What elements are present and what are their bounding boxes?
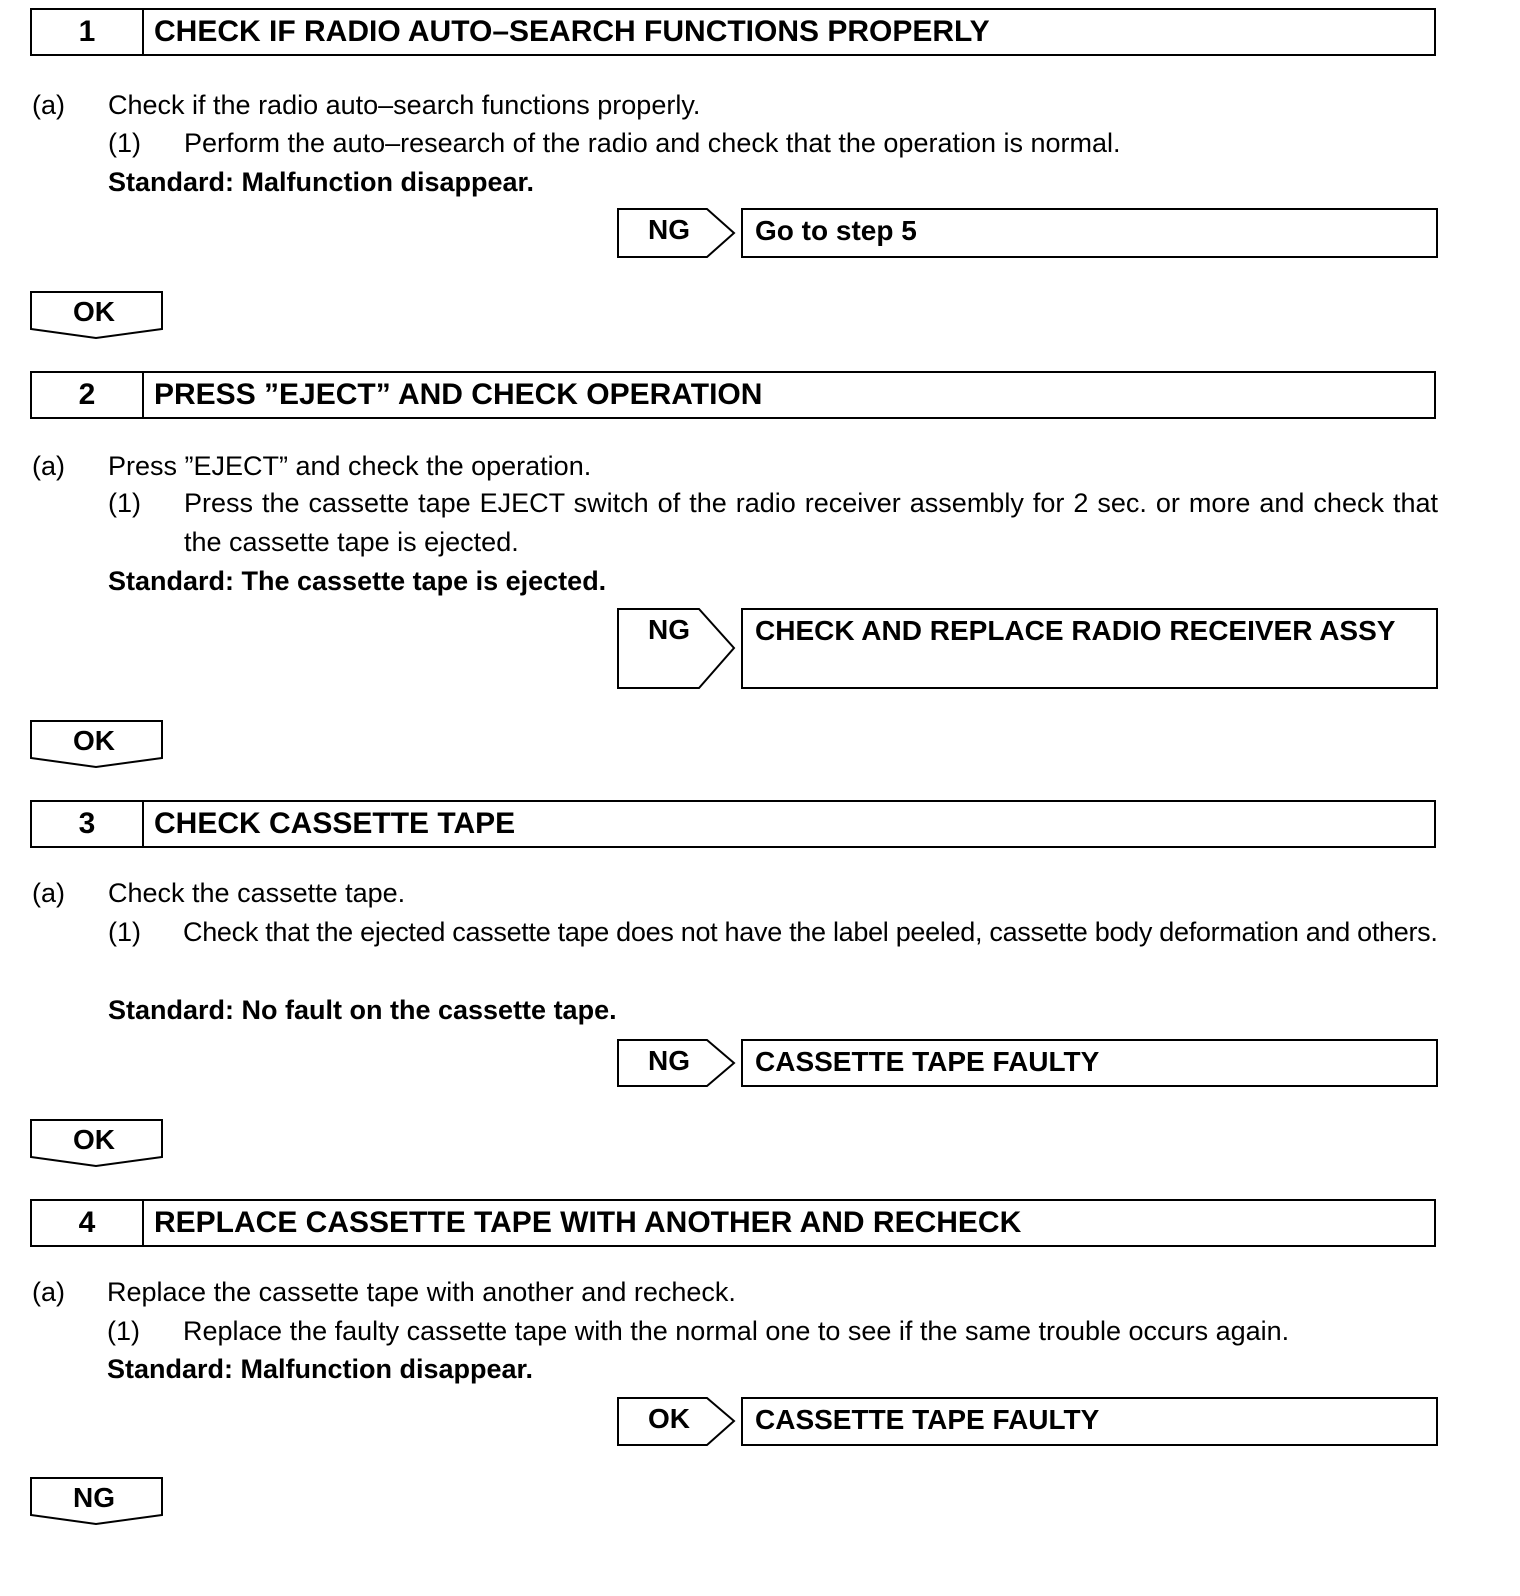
step-title: CHECK IF RADIO AUTO–SEARCH FUNCTIONS PROPERLY [154, 15, 990, 48]
branch-result: CHECK AND REPLACE RADIO RECEIVER ASSY [741, 608, 1438, 689]
item-text: Check if the radio auto–search functions properly. [108, 90, 701, 120]
next-tag [30, 720, 164, 768]
step-3-header [30, 800, 1436, 848]
branch-label: NG [648, 1045, 690, 1076]
sub-item-text: Replace the faulty cassette tape with the normal one to see if the same trouble occurs again. [183, 1316, 1290, 1346]
next-tag [30, 1119, 164, 1167]
branch-arrow [617, 1397, 737, 1446]
item-text: Replace the cassette tape with another and recheck. [107, 1277, 736, 1307]
next-label: OK [73, 296, 115, 327]
sub-item-text: Check that the ejected cassette tape does not have the label peeled, cassette body deformation and others. [183, 917, 1438, 947]
step-title: REPLACE CASSETTE TAPE WITH ANOTHER AND RECHECK [154, 1206, 1022, 1239]
sub-item-label: (1) [108, 917, 141, 947]
step-number: 1 [32, 10, 144, 54]
step-title: PRESS ”EJECT” AND CHECK OPERATION [154, 378, 763, 411]
item-label: (a) [32, 451, 65, 481]
step-number: 3 [32, 802, 144, 846]
sub-item-label: (1) [108, 488, 141, 518]
step-2-header [30, 371, 1436, 419]
standard-text: Standard: Malfunction disappear. [107, 1354, 534, 1384]
item-text: Check the cassette tape. [108, 878, 406, 908]
branch-arrow [617, 208, 737, 258]
branch-arrow [617, 608, 737, 689]
sub-item-label: (1) [107, 1316, 140, 1346]
next-label: OK [73, 725, 115, 756]
branch-label: NG [648, 614, 690, 645]
standard-text: Standard: No fault on the cassette tape. [108, 995, 617, 1025]
branch-result: CASSETTE TAPE FAULTY [741, 1397, 1438, 1446]
branch-result: CASSETTE TAPE FAULTY [741, 1039, 1438, 1087]
next-tag [30, 1477, 164, 1525]
branch-label: OK [648, 1403, 690, 1434]
item-text: Press ”EJECT” and check the operation. [108, 451, 592, 481]
sub-item-text: Perform the auto–research of the radio and check that the operation is normal. [184, 128, 1121, 158]
next-label: NG [73, 1482, 115, 1513]
branch-result: Go to step 5 [741, 208, 1438, 258]
item-label: (a) [32, 90, 65, 120]
sub-item-text: Press the cassette tape EJECT switch of the radio receiver assembly for 2 sec. or more and check that the cassette tape is ejected. [184, 488, 1438, 557]
step-title: CHECK CASSETTE TAPE [154, 807, 516, 840]
item-label: (a) [32, 878, 65, 908]
step-4-header [30, 1199, 1436, 1247]
step-1-header [30, 8, 1436, 56]
item-label: (a) [32, 1277, 65, 1307]
next-tag [30, 291, 164, 339]
branch-arrow [617, 1039, 737, 1087]
branch-label: NG [648, 214, 690, 245]
sub-item-label: (1) [108, 128, 141, 158]
next-label: OK [73, 1124, 115, 1155]
standard-text: Standard: Malfunction disappear. [108, 167, 535, 197]
standard-text: Standard: The cassette tape is ejected. [108, 566, 607, 596]
step-number: 2 [32, 373, 144, 417]
step-number: 4 [32, 1201, 144, 1245]
